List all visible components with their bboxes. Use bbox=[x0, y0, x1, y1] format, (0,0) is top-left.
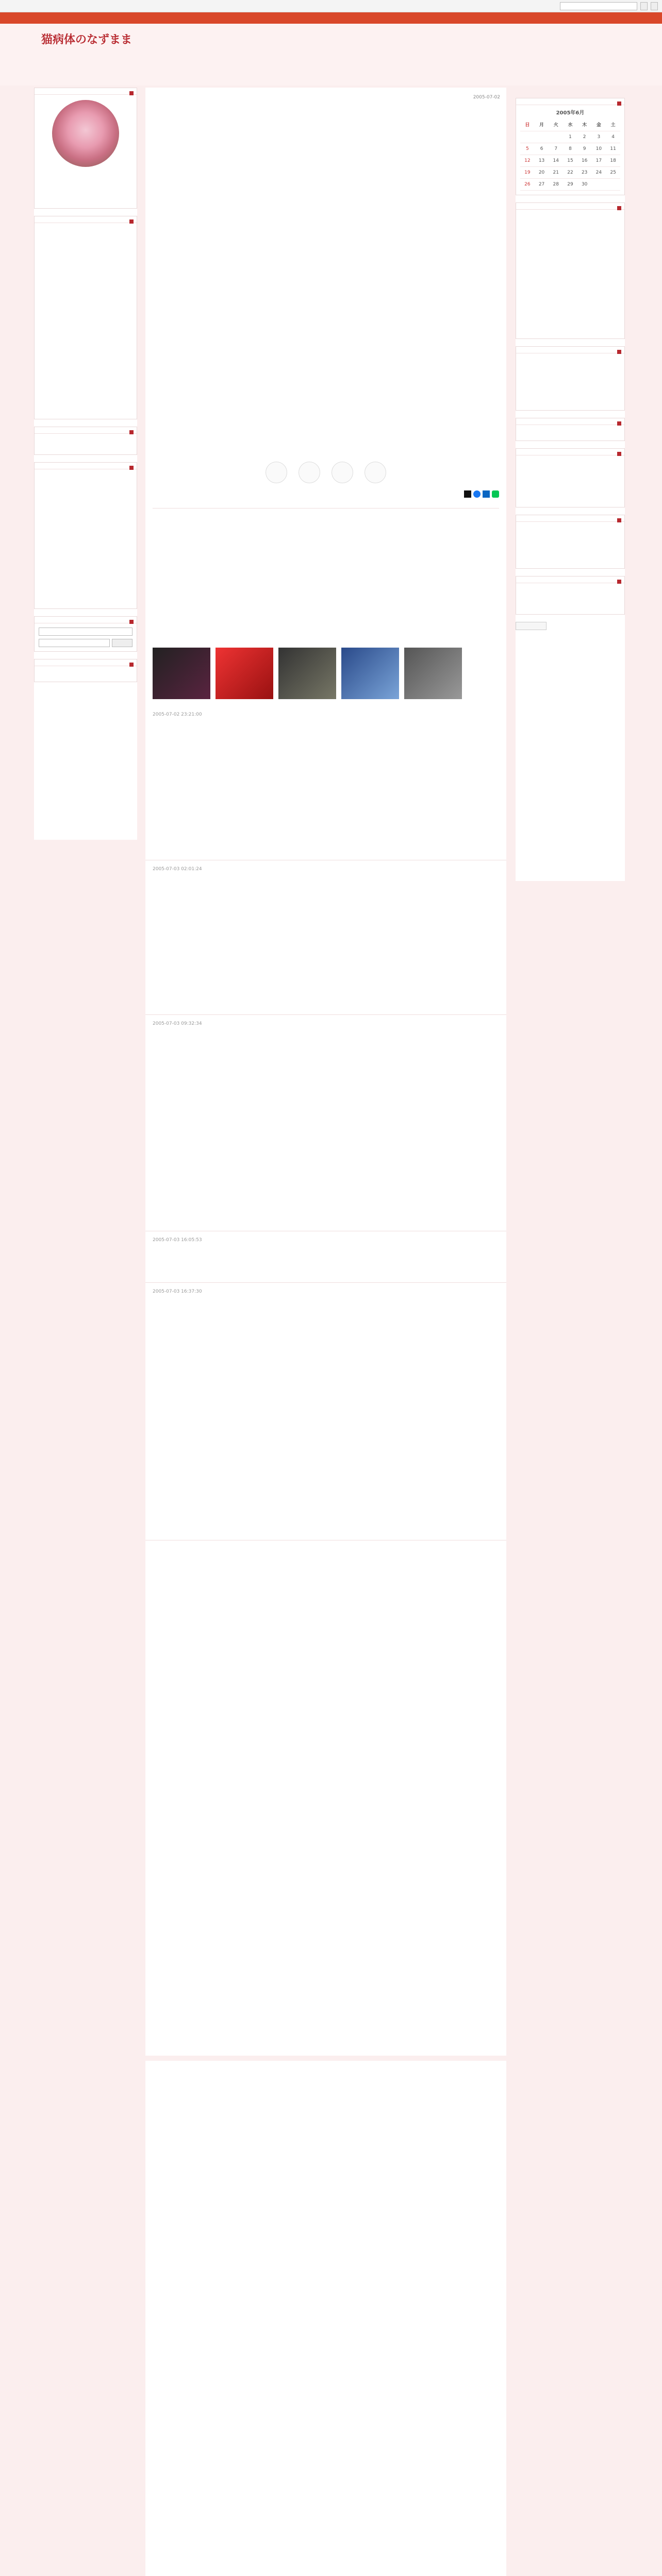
photo-thumbnail[interactable] bbox=[404, 648, 462, 699]
categories-widget bbox=[516, 202, 625, 339]
login-widget bbox=[34, 659, 137, 682]
search-scope-select[interactable] bbox=[39, 639, 110, 647]
categories-list bbox=[516, 210, 624, 338]
global-toolbar bbox=[0, 0, 662, 12]
x-share-icon[interactable] bbox=[464, 490, 471, 498]
calendar-day[interactable]: 1 bbox=[563, 131, 577, 143]
calendar-day[interactable]: 4 bbox=[606, 131, 620, 143]
calendar-day[interactable]: 3 bbox=[592, 131, 606, 143]
photo-thumbnail[interactable] bbox=[153, 648, 210, 699]
calendar-day bbox=[535, 131, 549, 143]
font-size-body bbox=[516, 425, 624, 440]
font-size-widget bbox=[516, 418, 625, 441]
calendar-weekday: 土 bbox=[606, 120, 620, 131]
login-widget-body bbox=[35, 666, 137, 682]
blog-title[interactable]: 猫病体のなずまま bbox=[41, 33, 133, 46]
bookmarks-list bbox=[516, 455, 624, 507]
calendar-weekday: 金 bbox=[592, 120, 606, 131]
widget-title bbox=[35, 617, 137, 623]
entry-body bbox=[153, 104, 499, 454]
calendar-day[interactable]: 18 bbox=[606, 155, 620, 167]
archives-widget bbox=[516, 346, 625, 411]
calendar-day[interactable]: 19 bbox=[520, 167, 535, 179]
search-widget bbox=[34, 616, 137, 652]
related-posts-block bbox=[153, 544, 499, 621]
calendar-day[interactable]: 20 bbox=[535, 167, 549, 179]
entry-date: 2005-07-02 bbox=[473, 95, 500, 100]
calendar-day[interactable]: 10 bbox=[592, 143, 606, 155]
reaction-button[interactable] bbox=[299, 462, 320, 483]
photo-thumbnails bbox=[153, 648, 499, 699]
calendar-body bbox=[516, 105, 624, 195]
widget-title bbox=[35, 463, 137, 469]
comment-date: 2005-07-03 16:05:53 bbox=[153, 1238, 202, 1243]
blog-search-button[interactable] bbox=[112, 639, 133, 647]
reaction-button[interactable] bbox=[266, 462, 287, 483]
calendar-day[interactable]: 23 bbox=[577, 167, 592, 179]
comments-list bbox=[145, 706, 506, 1540]
widget-title bbox=[516, 449, 624, 455]
calendar-day[interactable]: 16 bbox=[577, 155, 592, 167]
widget-title bbox=[35, 88, 137, 95]
recent-entries-list bbox=[35, 223, 137, 419]
calendar-day[interactable]: 28 bbox=[549, 179, 563, 191]
goo-notice-widget bbox=[516, 576, 625, 615]
rss-button[interactable] bbox=[516, 622, 547, 630]
divider bbox=[153, 508, 499, 509]
comment bbox=[145, 860, 506, 1015]
goo-share-body bbox=[35, 434, 137, 454]
facebook-share-icon[interactable] bbox=[473, 490, 481, 498]
calendar-day[interactable]: 27 bbox=[535, 179, 549, 191]
calendar-day[interactable]: 2 bbox=[577, 131, 592, 143]
profile-body bbox=[35, 172, 137, 208]
widget-title bbox=[35, 216, 137, 223]
calendar-day[interactable]: 7 bbox=[549, 143, 563, 155]
calendar-grid bbox=[520, 120, 620, 191]
blog-search-input[interactable] bbox=[39, 628, 133, 636]
comment bbox=[145, 1283, 506, 1540]
goo-notice-body bbox=[516, 583, 624, 614]
calendar-day bbox=[606, 179, 620, 191]
calendar-day[interactable]: 17 bbox=[592, 155, 606, 167]
share-icon[interactable] bbox=[483, 490, 490, 498]
share-bar bbox=[153, 490, 499, 498]
photo-thumbnail[interactable] bbox=[216, 648, 273, 699]
main-content bbox=[145, 88, 506, 2056]
profile-widget bbox=[34, 88, 137, 209]
calendar-widget bbox=[516, 98, 625, 195]
photo-thumbnail[interactable] bbox=[341, 648, 399, 699]
calendar-day[interactable]: 15 bbox=[563, 155, 577, 167]
calendar-weekday: 水 bbox=[563, 120, 577, 131]
widget-title bbox=[516, 98, 624, 105]
bookmarks-widget bbox=[516, 448, 625, 507]
calendar-day[interactable]: 9 bbox=[577, 143, 592, 155]
left-sidebar bbox=[34, 88, 137, 840]
recent-comments-list bbox=[35, 469, 137, 608]
comment bbox=[145, 1231, 506, 1283]
line-share-icon[interactable] bbox=[492, 490, 499, 498]
calendar-day[interactable]: 24 bbox=[592, 167, 606, 179]
calendar-day[interactable]: 11 bbox=[606, 143, 620, 155]
calendar-day[interactable]: 30 bbox=[577, 179, 592, 191]
calendar-day[interactable]: 5 bbox=[520, 143, 535, 155]
calendar-weekday: 日 bbox=[520, 120, 535, 131]
widget-title bbox=[35, 427, 137, 434]
widget-title bbox=[516, 347, 624, 353]
calendar-weekday: 月 bbox=[535, 120, 549, 131]
comment-date: 2005-07-02 23:21:00 bbox=[153, 712, 202, 717]
photo-thumbnail[interactable] bbox=[278, 648, 336, 699]
right-sidebar bbox=[516, 98, 625, 881]
reaction-button[interactable] bbox=[365, 462, 386, 483]
calendar-day[interactable]: 21 bbox=[549, 167, 563, 179]
avatar[interactable] bbox=[52, 100, 119, 167]
calendar-day[interactable]: 14 bbox=[549, 155, 563, 167]
goo-share-widget bbox=[34, 427, 137, 455]
calendar-weekday: 火 bbox=[549, 120, 563, 131]
announcement-banner[interactable] bbox=[0, 12, 662, 24]
calendar-day[interactable]: 25 bbox=[606, 167, 620, 179]
blog-header bbox=[0, 24, 662, 86]
comment-date: 2005-07-03 09:32:34 bbox=[153, 1021, 202, 1026]
search-input[interactable] bbox=[560, 2, 637, 10]
calendar-day[interactable]: 26 bbox=[520, 179, 535, 191]
goo-recommend-body bbox=[516, 522, 624, 568]
calendar-day[interactable]: 29 bbox=[563, 179, 577, 191]
recent-photos bbox=[153, 636, 499, 699]
comment-date: 2005-07-03 02:01:24 bbox=[153, 867, 202, 872]
reaction-buttons bbox=[153, 462, 499, 483]
archives-list bbox=[516, 353, 624, 410]
recent-comments-widget bbox=[34, 462, 137, 609]
recent-photos-title bbox=[153, 636, 499, 643]
calendar-day[interactable]: 6 bbox=[535, 143, 549, 155]
reaction-button[interactable] bbox=[332, 462, 353, 483]
comment bbox=[145, 706, 506, 860]
login-button[interactable] bbox=[651, 2, 658, 10]
widget-title bbox=[516, 515, 624, 522]
comments-continued bbox=[145, 2061, 506, 2576]
widget-title bbox=[35, 659, 137, 666]
entry-navigation bbox=[153, 516, 499, 528]
calendar-weekday: 木 bbox=[577, 120, 592, 131]
comment-date: 2005-07-03 16:37:30 bbox=[153, 1289, 202, 1294]
goo-recommend-widget bbox=[516, 515, 625, 569]
widget-title bbox=[516, 203, 624, 210]
recent-entries-widget bbox=[34, 216, 137, 419]
search-button[interactable] bbox=[640, 2, 648, 10]
search-widget-body bbox=[35, 623, 137, 651]
calendar-day[interactable]: 8 bbox=[563, 143, 577, 155]
calendar-day[interactable]: 13 bbox=[535, 155, 549, 167]
widget-title bbox=[516, 577, 624, 583]
calendar-day bbox=[592, 179, 606, 191]
calendar-day[interactable]: 22 bbox=[563, 167, 577, 179]
comment bbox=[145, 1015, 506, 1231]
calendar-day bbox=[549, 131, 563, 143]
entry bbox=[145, 88, 506, 727]
calendar-month: 2005年6月 bbox=[556, 110, 585, 116]
widget-title bbox=[516, 418, 624, 425]
calendar-day bbox=[520, 131, 535, 143]
calendar-day[interactable]: 12 bbox=[520, 155, 535, 167]
